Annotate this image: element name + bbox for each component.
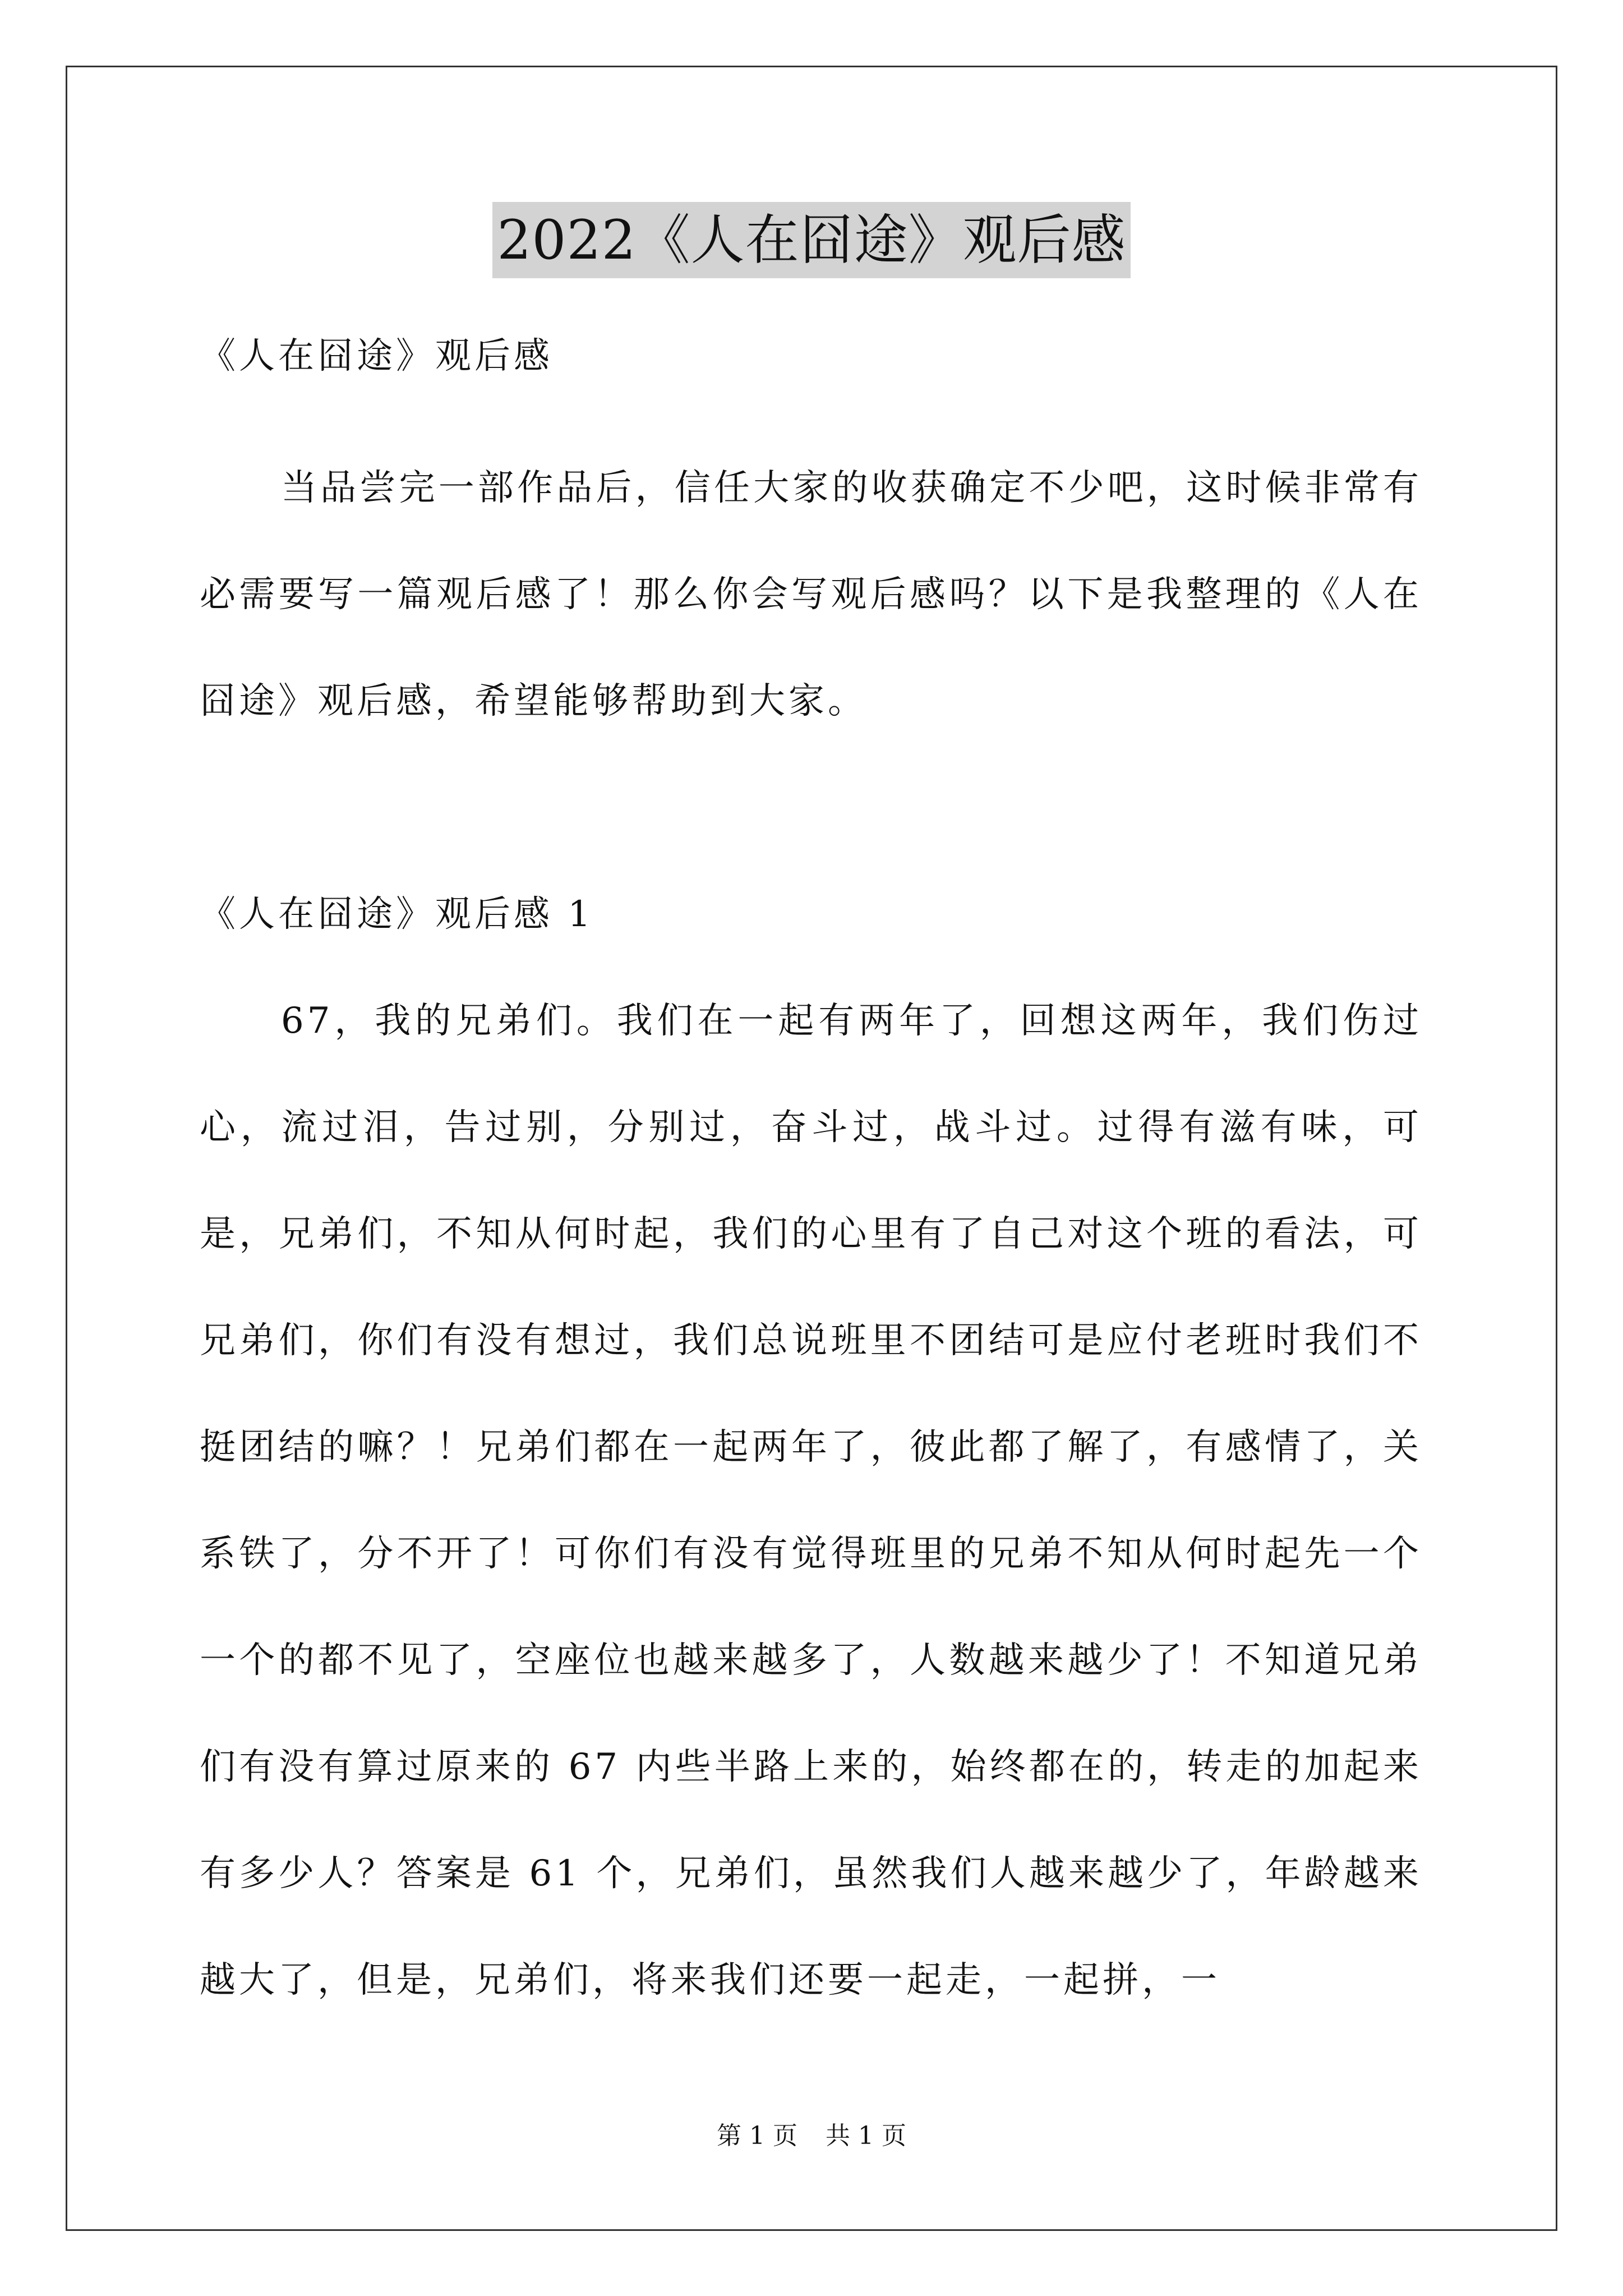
title-container [0,202,1623,278]
page-number-current: 第 1 页 [717,2122,797,2150]
section-heading-essay-1: 《人在囧途》观后感 1 [200,894,594,935]
essay-paragraph: 67，我的兄弟们。我们在一起有两年了，回想这两年，我们伤过心，流过泪，告过别，分别过，奋斗过，战斗过。过得有滋有味，可是，兄弟们，不知从何时起，我们的心里有了自己对这个班的看法，可兄弟们，你们有没有想过，我们总说班里不团结可是应付老班时我们不挺团结的嘛？！兄弟们都在一起两年了，彼此都了解了，有感情了，关系铁了，分不开了！可你们有没有觉得班里的兄弟不知从何时起先一个一个的都不见了，空座位也越来越多了，人数越来越少了！不知道兄弟们有没有算过原来的 67 内些半路上来的，始终都在的，转走的加起来有多少人？答案是 61 个，兄弟们，虽然我们人越来越少了，年龄越来越大了，但是，兄弟们，将来我们还要一起走，一起拼，一 [200,1000,1422,2001]
page-number-total: 共 1 页 [826,2122,906,2150]
section-heading-intro: 《人在囧途》观后感 [200,335,553,377]
page-footer [0,2119,1623,2153]
intro-paragraph: 当品尝完一部作品后，信任大家的收获确定不少吧，这时候非常有必需要写一篇观后感了！那么你会写观后感吗？以下是我整理的《人在囧途》观后感，希望能够帮助到大家。 [200,467,1422,722]
document-title: 2022《人在囧途》观后感 [492,202,1130,278]
